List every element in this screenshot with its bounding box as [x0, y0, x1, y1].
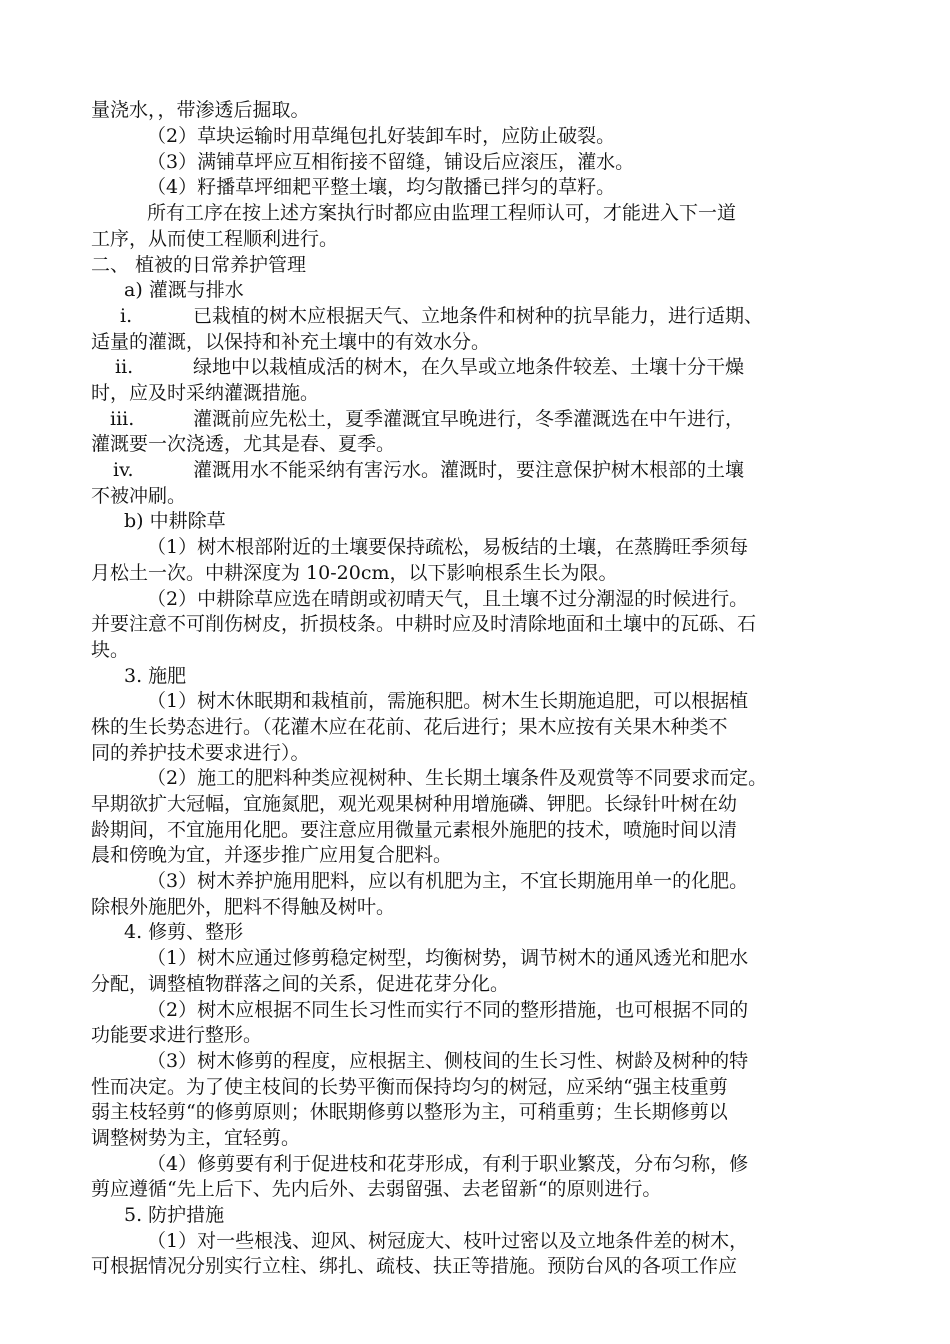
- text-line: 绿地中以栽植成活的树木，在久旱或立地条件较差、土壤十分干燥: [193, 356, 745, 378]
- text-line: 所有工序在按上述方案执行时都应由监理工程师认可，才能进入下一道: [147, 202, 737, 224]
- text-line: （2）草块运输时用草绳包扎好装卸车时，应防止破裂。: [147, 125, 616, 147]
- subsection-heading: 4. 修剪、整形: [124, 921, 244, 943]
- text-line: 早期欲扩大冠幅，宜施氮肥，观光观果树种用增施磷、钾肥。长绿针叶树在幼: [91, 793, 738, 815]
- text-line: （2）中耕除草应选在晴朗或初晴天气，且土壤不过分潮湿的时候进行。: [147, 588, 749, 610]
- text-line: 剪应遵循“先上后下、先内后外、去弱留强、去老留新“的原则进行。: [91, 1178, 662, 1200]
- text-line: （3）树木养护施用肥料，应以有机肥为主，不宜长期施用单一的化肥。: [147, 870, 749, 892]
- text-line: （4）修剪要有利于促进枝和花芽形成，有利于职业繁茂，分布匀称，修: [147, 1153, 749, 1175]
- text-line: （1）树木应通过修剪稳定树型，均衡树势，调节树木的通风透光和肥水: [147, 947, 749, 969]
- text-line: 适量的灌溉，以保持和补充土壤中的有效水分。: [91, 331, 491, 353]
- text-line: （2）施工的肥料种类应视树种、生长期土壤条件及观赏等不同要求而定。: [147, 767, 768, 789]
- text-line: 功能要求进行整形。: [91, 1024, 263, 1046]
- text-line: 工序，从而使工程顺利进行。: [91, 228, 339, 250]
- text-line: 灌溉前应先松土，夏季灌溉宜早晚进行，冬季灌溉选在中午进行，: [193, 408, 745, 430]
- text-line: 不被冲刷。: [91, 485, 187, 507]
- text-line: 龄期间，不宜施用化肥。要注意应用微量元素根外施肥的技术，喷施时间以清: [91, 819, 738, 841]
- text-line: （1）树木根部附近的土壤要保持疏松，易板结的土壤，在蒸腾旺季须每: [147, 536, 749, 558]
- text-line: 性而决定。为了使主枝间的长势平衡而保持均匀的树冠，应采纳“强主枝重剪: [91, 1076, 728, 1098]
- subsection-heading: 3. 施肥: [124, 665, 187, 687]
- text-line: 块。: [91, 639, 130, 661]
- text-line: 灌溉用水不能采纳有害污水。灌溉时，要注意保护树木根部的土壤: [193, 459, 745, 481]
- text-line: 调整树势为主，宜轻剪。: [91, 1127, 301, 1149]
- text-line: 株的生长势态进行。（花灌木应在花前、花后进行；果木应按有关果木种类不: [91, 716, 728, 738]
- text-line: 除根外施肥外，肥料不得触及树叶。: [91, 896, 396, 918]
- text-line: 已栽植的树木应根据天气、立地条件和树种的抗旱能力，进行适期、: [193, 305, 764, 327]
- list-numeral: iv.: [113, 459, 134, 481]
- text-line: （1）树木休眠期和栽植前，需施积肥。树木生长期施追肥，可以根据植: [147, 690, 749, 712]
- text-line: 月松土一次。中耕深度为 10-20cm，以下影响根系生长为限。: [91, 562, 618, 584]
- subsection-heading: 5. 防护措施: [124, 1204, 225, 1226]
- text-line: （1）对一些根浅、迎风、树冠庞大、枝叶过密以及立地条件差的树木，: [147, 1230, 749, 1252]
- text-line: （4）籽播草坪细耙平整土壤，均匀散播已拌匀的草籽。: [147, 176, 616, 198]
- subsection-heading: a) 灌溉与排水: [124, 279, 244, 301]
- text-line: 时，应及时采纳灌溉措施。: [91, 382, 320, 404]
- text-line: 可根据情况分别实行立柱、绑扎、疏枝、扶正等措施。预防台风的各项工作应: [91, 1255, 738, 1277]
- text-line: 量浇水，，带渗透后掘取。: [91, 99, 310, 121]
- subsection-heading: b) 中耕除草: [124, 510, 226, 532]
- list-numeral: ii.: [115, 356, 134, 378]
- list-numeral: iii.: [110, 408, 135, 430]
- text-line: （2）树木应根据不同生长习性而实行不同的整形措施，也可根据不同的: [147, 999, 749, 1021]
- text-line: 同的养护技术要求进行）。: [91, 742, 310, 764]
- text-line: 晨和傍晚为宜，并逐步推广应用复合肥料。: [91, 844, 453, 866]
- text-line: 弱主枝轻剪“的修剪原则；休眠期修剪以整形为主，可稍重剪；生长期修剪以: [91, 1101, 728, 1123]
- section-heading: 二、 植被的日常养护管理: [91, 254, 307, 276]
- text-line: 并要注意不可削伤树皮，折损枝条。中耕时应及时清除地面和土壤中的瓦砾、石: [91, 613, 757, 635]
- text-line: （3）满铺草坪应互相衔接不留缝，铺设后应滚压，灌水。: [147, 151, 635, 173]
- text-line: （3）树木修剪的程度，应根据主、侧枝间的生长习性、树龄及树种的特: [147, 1050, 749, 1072]
- list-numeral: i.: [120, 305, 133, 327]
- text-line: 分配，调整植物群落之间的关系，促进花芽分化。: [91, 973, 510, 995]
- text-line: 灌溉要一次浇透，尤其是春、夏季。: [91, 433, 396, 455]
